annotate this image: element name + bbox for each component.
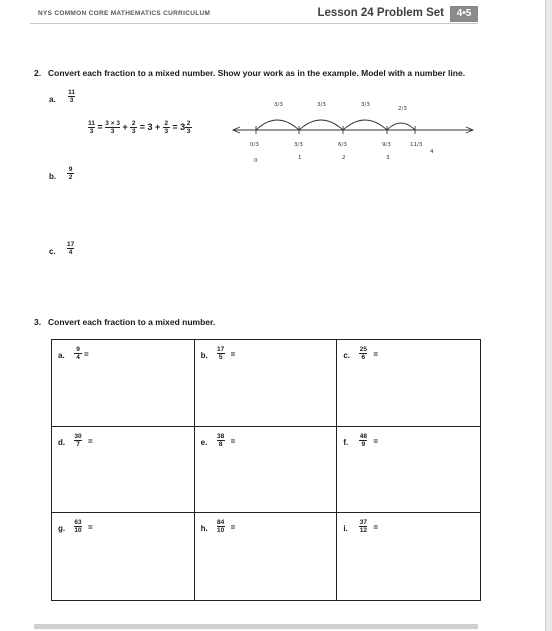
- cell-denominator: 10: [74, 527, 82, 535]
- cell-fraction: [74, 433, 82, 448]
- hop-arc: [299, 120, 343, 130]
- answer-grid: [51, 339, 481, 601]
- lesson-title: Lesson 24 Problem Set: [317, 7, 444, 19]
- answer-cell-b[interactable]: [195, 340, 338, 427]
- example-f5-num: 2: [186, 120, 191, 127]
- part-b-label: b.: [49, 172, 57, 181]
- cell-equals: =: [230, 350, 236, 359]
- cell-label: e.: [200, 437, 208, 447]
- cell-fraction: [359, 346, 367, 361]
- curriculum-title: NYS COMMON CORE MATHEMATICS CURRICULUM: [38, 10, 211, 17]
- tick-frac-2: 6/3: [338, 142, 347, 148]
- example-fraction-4: [163, 120, 170, 135]
- cell-label: a.: [58, 351, 65, 360]
- cell-equals: =: [373, 523, 378, 533]
- tick-frac-4: 11/3: [410, 142, 423, 148]
- cell-fraction: [359, 433, 367, 448]
- cell-label: c.: [343, 351, 350, 360]
- cell-equals: =: [373, 436, 378, 446]
- answer-cell-g[interactable]: [52, 513, 195, 600]
- cell-equals: =: [230, 523, 236, 533]
- answer-cell-e[interactable]: [195, 427, 338, 514]
- cell-denominator: 9: [361, 440, 366, 448]
- part-a-denominator: 3: [69, 97, 74, 104]
- question-2-prompt: [34, 68, 465, 78]
- example-plus: +: [122, 121, 128, 132]
- example-equals-three-plus: = 3 +: [139, 121, 161, 132]
- cell-numerator: 63: [74, 519, 82, 527]
- tick-whole-1: 1: [298, 155, 302, 161]
- part-a-fraction: [68, 89, 75, 104]
- cell-equals: =: [373, 350, 378, 359]
- cell-numerator: 38: [217, 432, 225, 440]
- example-f2-den: 3: [110, 128, 115, 135]
- cell-numerator: 25: [359, 346, 367, 353]
- cell-label: i.: [343, 524, 348, 534]
- tick-whole-0: 0: [254, 158, 258, 164]
- answer-cell-a[interactable]: [52, 340, 195, 427]
- example-f5-den: 3: [186, 128, 191, 135]
- cell-numerator: 37: [359, 519, 367, 527]
- cell-equals: =: [88, 436, 93, 446]
- cell-denominator: 4: [76, 354, 80, 361]
- example-fraction-2: [105, 120, 120, 135]
- footer-bar: [34, 624, 478, 629]
- cell-numerator: 48: [359, 432, 367, 440]
- question-3-number: 3.: [34, 317, 42, 327]
- cell-denominator: 7: [76, 440, 80, 448]
- tick-frac-0: 0/3: [250, 142, 259, 148]
- page-header: [30, 7, 478, 24]
- example-fraction-5: [185, 120, 192, 135]
- cell-label: g.: [58, 524, 66, 534]
- example-f3-den: 3: [131, 128, 136, 135]
- arc-label-3: 3/3: [361, 102, 370, 108]
- example-f4-den: 3: [164, 128, 169, 135]
- hop-arc: [343, 120, 387, 130]
- cell-numerator: 30: [74, 432, 82, 440]
- part-b-denominator: 2: [68, 174, 73, 181]
- answer-cell-c[interactable]: [337, 340, 480, 427]
- cell-label: h.: [200, 524, 208, 534]
- cell-fraction: [74, 346, 82, 361]
- example-equals: =: [97, 121, 103, 132]
- tick-whole-4: 4: [430, 149, 434, 155]
- cell-fraction: [217, 519, 225, 534]
- answer-cell-h[interactable]: [195, 513, 338, 600]
- cell-denominator: 5: [218, 354, 223, 361]
- tick-whole-2: 2: [342, 155, 346, 161]
- cell-denominator: 10: [217, 527, 225, 535]
- cell-label: d.: [58, 437, 66, 447]
- part-b-numerator: 9: [68, 166, 73, 173]
- question-3-text: Convert each fraction to a mixed number.: [48, 317, 216, 327]
- tick-frac-3: 9/3: [382, 142, 391, 148]
- example-f4-num: 2: [164, 120, 169, 127]
- example-f2-num: 3 × 3: [105, 120, 120, 127]
- hop-arc: [256, 120, 299, 130]
- part-c-fraction: [67, 241, 74, 256]
- question-2-number: 2.: [34, 68, 42, 78]
- example-f1-num: 11: [88, 120, 95, 127]
- tick-whole-3: 3: [386, 155, 390, 161]
- part-b-fraction: [67, 166, 74, 181]
- arc-label-2: 3/3: [317, 102, 326, 108]
- cell-fraction: [217, 433, 225, 448]
- hop-arc: [387, 123, 415, 130]
- part-c-denominator: 4: [68, 249, 73, 256]
- example-equals-three: = 3: [172, 121, 186, 132]
- hand-drawn-number-line: [228, 96, 488, 176]
- cell-fraction: [74, 519, 82, 534]
- answer-cell-i[interactable]: [337, 513, 480, 600]
- module-badge: 4•5: [450, 6, 478, 22]
- cell-numerator: 84: [217, 519, 225, 527]
- cell-label: f.: [343, 437, 349, 447]
- answer-cell-d[interactable]: [52, 427, 195, 514]
- cell-equals: =: [88, 523, 93, 533]
- question-3-prompt: [34, 317, 215, 327]
- cell-equals: =: [84, 350, 89, 359]
- question-2-text: Convert each fraction to a mixed number. Show your work as in the example. Model with a number line.: [48, 68, 466, 78]
- cell-denominator: 6: [361, 354, 366, 361]
- example-fraction-3: [130, 120, 137, 135]
- example-fraction-1: [88, 120, 95, 135]
- cell-denominator: 8: [218, 440, 223, 448]
- tick-frac-1: 3/3: [294, 142, 303, 148]
- arc-label-1: 3/3: [274, 102, 283, 108]
- page-edge: [545, 0, 552, 631]
- worked-example: [88, 120, 192, 135]
- cell-equals: =: [230, 436, 236, 446]
- example-f1-den: 3: [89, 128, 94, 135]
- cell-fraction: [359, 519, 367, 534]
- example-f3-num: 2: [131, 120, 136, 127]
- cell-denominator: 12: [359, 527, 367, 535]
- cell-numerator: 17: [217, 346, 225, 353]
- arc-label-4: 2/3: [398, 106, 407, 112]
- part-c-label: c.: [49, 247, 56, 256]
- cell-numerator: 9: [76, 346, 80, 353]
- cell-fraction: [217, 346, 225, 361]
- part-a-label: a.: [49, 95, 56, 104]
- cell-label: b.: [200, 351, 208, 360]
- part-a-numerator: 11: [68, 89, 75, 96]
- answer-cell-f[interactable]: [337, 427, 480, 514]
- part-c-numerator: 17: [67, 241, 75, 248]
